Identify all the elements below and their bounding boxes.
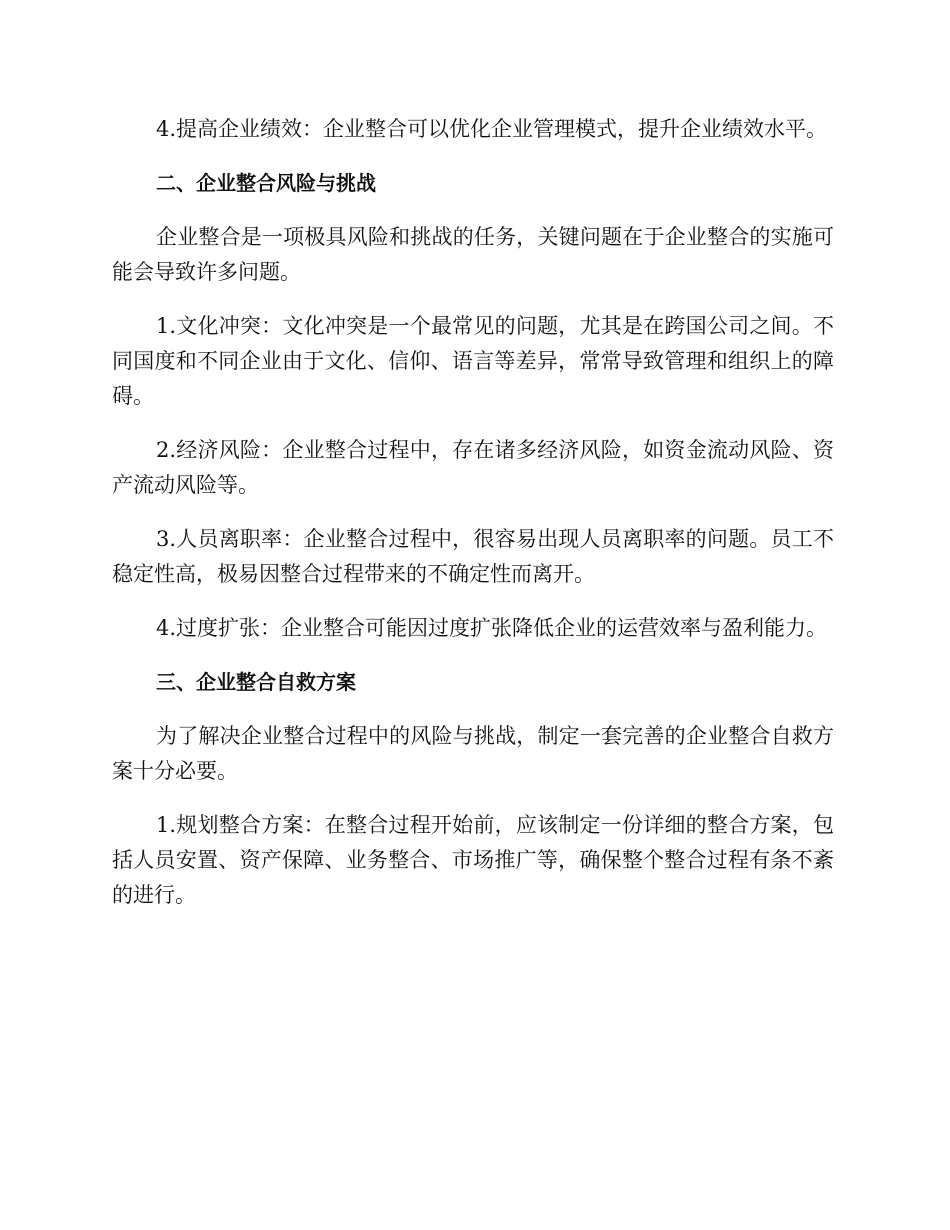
paragraph-improve-performance: 4.提高企业绩效：企业整合可以优化企业管理模式，提升企业绩效水平。 bbox=[156, 117, 828, 141]
paragraph-risks-intro: 企业整合是一项极具风险和挑战的任务，关键问题在于企业整合的实施可能会导致许多问题。 bbox=[112, 225, 834, 284]
paragraph-over-expansion: 4.过度扩张：企业整合可能因过度扩张降低企业的运营效率与盈利能力。 bbox=[156, 616, 828, 640]
section-heading-risks: 二、企业整合风险与挑战 bbox=[156, 171, 376, 195]
paragraph-self-rescue-intro: 为了解决企业整合过程中的风险与挑战，制定一套完善的企业整合自救方案十分必要。 bbox=[112, 724, 834, 783]
paragraph-economic-risk: 2.经济风险：企业整合过程中，存在诸多经济风险，如资金流动风险、资产流动风险等。 bbox=[112, 438, 834, 497]
document-body bbox=[112, 112, 834, 932]
paragraph-plan-integration: 1.规划整合方案：在整合过程开始前，应该制定一份详细的整合方案，包括人员安置、资产保障、业务整合、市场推广等，确保整个整合过程有条不紊的进行。 bbox=[112, 813, 834, 907]
paragraph-cultural-conflict: 1.文化冲突：文化冲突是一个最常见的问题，尤其是在跨国公司之间。不同国度和不同企业由于文化、信仰、语言等差异，常常导致管理和组织上的障碍。 bbox=[112, 314, 834, 408]
paragraph-staff-turnover: 3.人员离职率：企业整合过程中，很容易出现人员离职率的问题。员工不稳定性高，极易因整合过程带来的不确定性而离开。 bbox=[112, 527, 834, 586]
section-heading-self-rescue: 三、企业整合自救方案 bbox=[156, 670, 356, 694]
